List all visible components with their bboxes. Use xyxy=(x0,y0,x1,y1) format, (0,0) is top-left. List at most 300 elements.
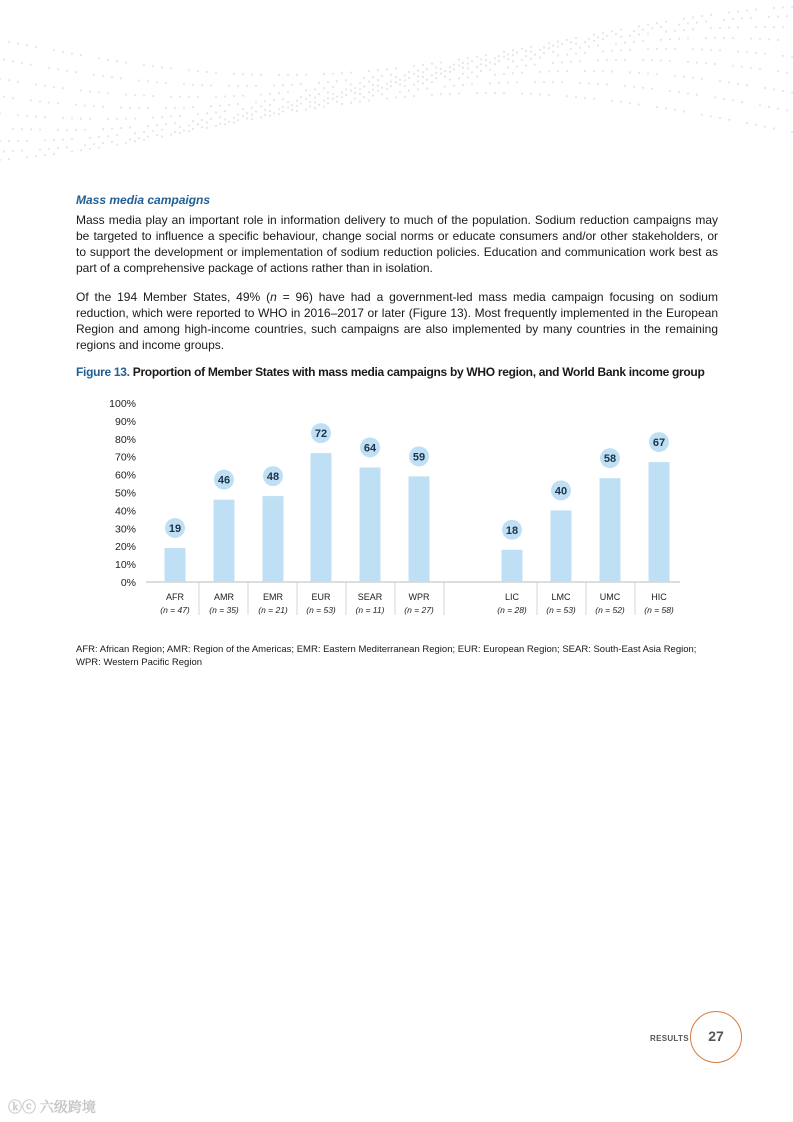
decorative-dot xyxy=(638,103,640,105)
decorative-dot xyxy=(84,105,86,107)
decorative-dot xyxy=(80,118,82,120)
decorative-dot xyxy=(57,129,59,131)
decorative-dot xyxy=(129,138,131,140)
decorative-dot xyxy=(422,64,424,66)
x-tick-label: EUR xyxy=(311,592,331,602)
decorative-dot xyxy=(422,71,424,73)
decorative-dot xyxy=(161,129,163,131)
decorative-dot xyxy=(57,68,59,70)
decorative-dot xyxy=(507,66,509,68)
decorative-dot xyxy=(710,14,712,16)
decorative-dot xyxy=(224,118,226,120)
decorative-dot xyxy=(449,66,451,68)
decorative-dot xyxy=(129,107,131,109)
decorative-dot xyxy=(53,139,55,141)
decorative-dot xyxy=(557,46,559,48)
decorative-dot xyxy=(134,94,136,96)
decorative-dot xyxy=(336,95,338,97)
decorative-dot xyxy=(408,77,410,79)
decorative-dot xyxy=(665,48,667,50)
decorative-dot xyxy=(413,84,415,86)
decorative-dot xyxy=(642,87,644,89)
decorative-dot xyxy=(197,70,199,72)
decorative-dot xyxy=(557,41,559,43)
decorative-dot xyxy=(710,49,712,51)
decorative-dot xyxy=(674,109,676,111)
decorative-dot xyxy=(683,29,685,31)
decorative-dot xyxy=(80,54,82,56)
decorative-dot xyxy=(395,81,397,83)
decorative-dot xyxy=(606,59,608,61)
decorative-dot xyxy=(597,36,599,38)
decorative-dot xyxy=(287,101,289,103)
decorative-dot xyxy=(233,95,235,97)
decorative-dot xyxy=(350,71,352,73)
decorative-dot xyxy=(395,67,397,69)
decorative-dot xyxy=(260,93,262,95)
decorative-dot xyxy=(282,84,284,86)
decorative-dot xyxy=(165,123,167,125)
bar-umc xyxy=(600,478,621,582)
decorative-dot xyxy=(278,74,280,76)
decorative-dot xyxy=(327,97,329,99)
decorative-dot xyxy=(687,92,689,94)
decorative-dot xyxy=(534,54,536,56)
decorative-dot xyxy=(552,45,554,47)
decorative-dot xyxy=(138,79,140,81)
decorative-dot xyxy=(120,127,122,129)
decorative-dot xyxy=(593,98,595,100)
decorative-dot xyxy=(237,119,239,121)
decorative-dot xyxy=(750,67,752,69)
decorative-dot xyxy=(719,27,721,29)
decorative-dot xyxy=(12,128,14,130)
decorative-dot xyxy=(62,51,64,53)
decorative-dot xyxy=(768,38,770,40)
decorative-dot xyxy=(278,92,280,94)
figure-caption xyxy=(76,365,704,379)
decorative-dot xyxy=(350,83,352,85)
decorative-dot xyxy=(669,38,671,40)
decorative-dot xyxy=(390,74,392,76)
decorative-dot xyxy=(759,38,761,40)
decorative-dot xyxy=(53,49,55,51)
decorative-dot xyxy=(210,118,212,120)
x-tick-sample-size: (n = 11) xyxy=(355,605,385,615)
y-tick-label: 10% xyxy=(114,559,136,572)
decorative-dot xyxy=(746,51,748,53)
decorative-dot xyxy=(552,81,554,83)
decorative-dot xyxy=(732,65,734,67)
decorative-dot xyxy=(786,109,788,111)
decorative-dot xyxy=(453,85,455,87)
decorative-dot xyxy=(503,51,505,53)
decorative-dot xyxy=(174,122,176,124)
decorative-dot xyxy=(683,76,685,78)
decorative-dot xyxy=(39,148,41,150)
decorative-dot xyxy=(363,77,365,79)
decorative-dot xyxy=(201,126,203,128)
decorative-dot xyxy=(498,55,500,57)
decorative-dot xyxy=(476,56,478,58)
decorative-dot xyxy=(714,37,716,39)
decorative-dot xyxy=(242,108,244,110)
decorative-dot xyxy=(305,74,307,76)
decorative-dot xyxy=(71,138,73,140)
decorative-dot xyxy=(327,102,329,104)
decorative-dot xyxy=(462,84,464,86)
decorative-dot xyxy=(516,52,518,54)
decorative-dot xyxy=(462,73,464,75)
decorative-dot xyxy=(584,97,586,99)
decorative-dot xyxy=(615,42,617,44)
decorative-dot xyxy=(377,84,379,86)
decorative-dot xyxy=(44,139,46,141)
decorative-dot xyxy=(525,55,527,57)
decorative-dot xyxy=(251,73,253,75)
decorative-dot xyxy=(665,31,667,33)
decorative-dot xyxy=(152,65,154,67)
decorative-dot xyxy=(435,67,437,69)
decorative-dot xyxy=(548,42,550,44)
decorative-dot xyxy=(300,83,302,85)
bar-amr xyxy=(214,500,235,582)
decorative-dot xyxy=(372,95,374,97)
page-number: 27 xyxy=(708,1028,724,1044)
decorative-dot xyxy=(341,96,343,98)
decorative-dot xyxy=(597,59,599,61)
decorative-dot xyxy=(44,116,46,118)
decorative-dot xyxy=(264,114,266,116)
decorative-dot xyxy=(260,105,262,107)
x-tick-label: EMR xyxy=(263,592,283,602)
decorative-dot xyxy=(3,59,5,61)
decorative-dot xyxy=(548,70,550,72)
decorative-dot xyxy=(777,15,779,17)
decorative-dot xyxy=(62,139,64,141)
decorative-dot xyxy=(80,149,82,151)
decorative-dot xyxy=(98,136,100,138)
decorative-dot xyxy=(359,82,361,84)
decorative-dot xyxy=(431,94,433,96)
decorative-dot xyxy=(435,77,437,79)
decorative-dot xyxy=(737,26,739,28)
decorative-dot xyxy=(372,84,374,86)
decorative-dot xyxy=(134,132,136,134)
decorative-dot xyxy=(107,135,109,137)
decorative-dot xyxy=(246,117,248,119)
decorative-dot xyxy=(759,68,761,70)
decorative-dot xyxy=(228,104,230,106)
decorative-dot xyxy=(75,129,77,131)
decorative-dot xyxy=(359,100,361,102)
decorative-dot xyxy=(57,147,59,149)
decorative-dot xyxy=(161,116,163,118)
decorative-dot xyxy=(143,131,145,133)
decorative-dot xyxy=(354,97,356,99)
decorative-dot xyxy=(696,61,698,63)
decorative-dot xyxy=(206,127,208,129)
decorative-dot xyxy=(179,96,181,98)
decorative-dot xyxy=(125,142,127,144)
decorative-dot xyxy=(764,125,766,127)
decorative-dot xyxy=(449,71,451,73)
decorative-dot xyxy=(98,91,100,93)
decorative-dot xyxy=(624,41,626,43)
decorative-dot xyxy=(746,84,748,86)
decorative-dot xyxy=(575,96,577,98)
bar-sear xyxy=(360,467,381,582)
decorative-dot xyxy=(44,85,46,87)
decorative-dot xyxy=(170,134,172,136)
decorative-dot xyxy=(386,97,388,99)
decorative-dot xyxy=(273,99,275,101)
decorative-dot xyxy=(521,92,523,94)
decorative-dot xyxy=(341,91,343,93)
decorative-dot xyxy=(287,91,289,93)
x-tick-label: SEAR xyxy=(357,592,383,602)
decorative-dot xyxy=(687,22,689,24)
decorative-dot xyxy=(125,118,127,120)
y-tick-label: 70% xyxy=(114,451,136,464)
x-tick-label: LIC xyxy=(504,592,520,602)
decorative-dot xyxy=(332,98,334,100)
decorative-dot xyxy=(633,41,635,43)
decorative-dot xyxy=(741,101,743,103)
decorative-dot xyxy=(642,40,644,42)
decorative-dot xyxy=(21,150,23,152)
decorative-dot xyxy=(467,76,469,78)
decorative-dot xyxy=(71,117,73,119)
decorative-dot xyxy=(377,69,379,71)
decorative-dot xyxy=(782,55,784,57)
decorative-dot xyxy=(134,117,136,119)
decorative-dot xyxy=(435,72,437,74)
decorative-dot xyxy=(224,123,226,125)
decorative-dot xyxy=(372,76,374,78)
decorative-dot xyxy=(233,73,235,75)
decorative-dot xyxy=(561,81,563,83)
decorative-dot xyxy=(314,107,316,109)
decorative-dot xyxy=(620,28,622,30)
decorative-dot xyxy=(192,106,194,108)
decorative-dot xyxy=(0,140,1,142)
decorative-dot xyxy=(638,25,640,27)
x-tick-sample-size: (n = 28) xyxy=(497,605,527,615)
decorative-dot xyxy=(188,96,190,98)
decorative-dot xyxy=(543,46,545,48)
bar-lmc xyxy=(551,510,572,582)
decorative-dot xyxy=(8,158,10,160)
decorative-dot xyxy=(512,72,514,74)
decorative-dot xyxy=(75,71,77,73)
decorative-dot xyxy=(314,96,316,98)
decorative-dot xyxy=(17,114,19,116)
decorative-dot xyxy=(606,35,608,37)
decorative-dot xyxy=(161,135,163,137)
decorative-dot xyxy=(192,128,194,130)
decorative-dot xyxy=(710,115,712,117)
decorative-dot xyxy=(129,126,131,128)
decorative-dot xyxy=(683,110,685,112)
decorative-dot xyxy=(314,88,316,90)
watermark-logo: ⓚⓒ 六级跨境 xyxy=(8,1099,96,1115)
decorative-dot xyxy=(120,77,122,79)
decorative-dot xyxy=(84,144,86,146)
decorative-dot xyxy=(296,100,298,102)
decorative-dot xyxy=(269,93,271,95)
figure-note: AFR: African Region; AMR: Region of the Americas; EMR: Eastern Mediterranean Region; EUR: European Region; SEAR: South-East Asia Region; WPR: Western Pacific Region xyxy=(76,644,697,668)
decorative-dot xyxy=(111,128,113,130)
decorative-dot xyxy=(647,32,649,34)
decorative-dot xyxy=(422,76,424,78)
decorative-dot xyxy=(332,73,334,75)
decorative-dot xyxy=(17,140,19,142)
x-tick-label: AMR xyxy=(214,592,234,602)
decorative-dot xyxy=(165,82,167,84)
decorative-dot xyxy=(75,104,77,106)
decorative-dot xyxy=(228,85,230,87)
decorative-dot xyxy=(138,137,140,139)
decorative-dot xyxy=(786,72,788,74)
decorative-dot xyxy=(705,62,707,64)
decorative-dot xyxy=(413,65,415,67)
decorative-dot xyxy=(462,62,464,64)
decorative-dot xyxy=(71,53,73,55)
decorative-dot xyxy=(660,39,662,41)
decorative-dot xyxy=(647,24,649,26)
decorative-dot xyxy=(471,60,473,62)
decorative-dot xyxy=(260,74,262,76)
decorative-dot xyxy=(485,54,487,56)
decorative-dot xyxy=(260,116,262,118)
decorative-dot xyxy=(192,120,194,122)
decorative-dot xyxy=(323,99,325,101)
decorative-dot xyxy=(359,93,361,95)
decorative-dot xyxy=(350,90,352,92)
decorative-dot xyxy=(629,35,631,37)
decorative-dot xyxy=(534,81,536,83)
decorative-dot xyxy=(732,37,734,39)
decorative-dot xyxy=(372,88,374,90)
decorative-dot xyxy=(201,119,203,121)
decorative-dot xyxy=(251,107,253,109)
section-title: Mass media campaigns xyxy=(76,193,211,207)
decorative-dot xyxy=(53,86,55,88)
decorative-dot xyxy=(476,92,478,94)
decorative-dot xyxy=(755,52,757,54)
decorative-dot xyxy=(696,21,698,23)
decorative-dot xyxy=(278,108,280,110)
decorative-dot xyxy=(219,116,221,118)
decorative-dot xyxy=(404,96,406,98)
decorative-dot xyxy=(588,82,590,84)
decorative-dot xyxy=(642,59,644,61)
decorative-dot xyxy=(363,96,365,98)
decorative-dot xyxy=(336,101,338,103)
decorative-dot xyxy=(156,134,158,136)
decorative-dot xyxy=(408,89,410,91)
decorative-dot xyxy=(0,159,1,161)
decorative-dot xyxy=(647,48,649,50)
decorative-dot xyxy=(692,48,694,50)
decorative-dot xyxy=(237,113,239,115)
decorative-dot xyxy=(485,92,487,94)
decorative-dot xyxy=(737,50,739,52)
decorative-dot xyxy=(494,74,496,76)
y-tick-label: 40% xyxy=(114,505,136,518)
y-tick-label: 100% xyxy=(109,398,136,410)
decorative-dot xyxy=(732,18,734,20)
data-label: 46 xyxy=(217,474,231,487)
decorative-dot xyxy=(17,42,19,44)
decorative-dot xyxy=(453,63,455,65)
decorative-dot xyxy=(467,68,469,70)
decorative-dot xyxy=(183,106,185,108)
decorative-dot xyxy=(264,109,266,111)
decorative-dot xyxy=(768,16,770,18)
decorative-dot xyxy=(0,78,1,80)
decorative-dot xyxy=(633,30,635,32)
decorative-dot xyxy=(597,44,599,46)
decorative-dot xyxy=(696,94,698,96)
decorative-dot xyxy=(309,94,311,96)
decorative-dot xyxy=(152,95,154,97)
decorative-dot xyxy=(611,70,613,72)
decorative-dot xyxy=(417,80,419,82)
decorative-dot xyxy=(201,84,203,86)
decorative-dot xyxy=(633,86,635,88)
decorative-dot xyxy=(611,50,613,52)
decorative-dot xyxy=(503,92,505,94)
decorative-dot xyxy=(363,85,365,87)
decorative-dot xyxy=(417,88,419,90)
y-tick-label: 20% xyxy=(114,541,136,554)
y-tick-label: 50% xyxy=(114,487,136,500)
decorative-dot xyxy=(12,60,14,62)
decorative-dot xyxy=(197,123,199,125)
decorative-dot xyxy=(332,93,334,95)
decorative-dot xyxy=(440,68,442,70)
decorative-dot xyxy=(543,52,545,54)
decorative-dot xyxy=(30,128,32,130)
decorative-dot xyxy=(282,98,284,100)
decorative-dot xyxy=(593,70,595,72)
decorative-dot xyxy=(611,30,613,32)
decorative-dot xyxy=(548,94,550,96)
decorative-dot xyxy=(0,112,1,114)
decorative-dot xyxy=(453,68,455,70)
decorative-dot xyxy=(381,87,383,89)
x-tick-sample-size: (n = 47) xyxy=(160,605,190,615)
data-label: 40 xyxy=(554,485,568,498)
decorative-dot xyxy=(759,104,761,106)
decorative-dot xyxy=(102,128,104,130)
decorative-dot xyxy=(8,41,10,43)
decorative-dot xyxy=(417,70,419,72)
decorative-dot xyxy=(107,118,109,120)
decorative-dot xyxy=(89,118,91,120)
decorative-dot xyxy=(552,62,554,64)
decorative-dot xyxy=(615,59,617,61)
decorative-dot xyxy=(26,140,28,142)
decorative-dot xyxy=(692,77,694,79)
decorative-dot xyxy=(215,111,217,113)
decorative-dot xyxy=(467,57,469,59)
decorative-dot xyxy=(84,129,86,131)
decorative-dot xyxy=(206,121,208,123)
decorative-dot xyxy=(458,59,460,61)
